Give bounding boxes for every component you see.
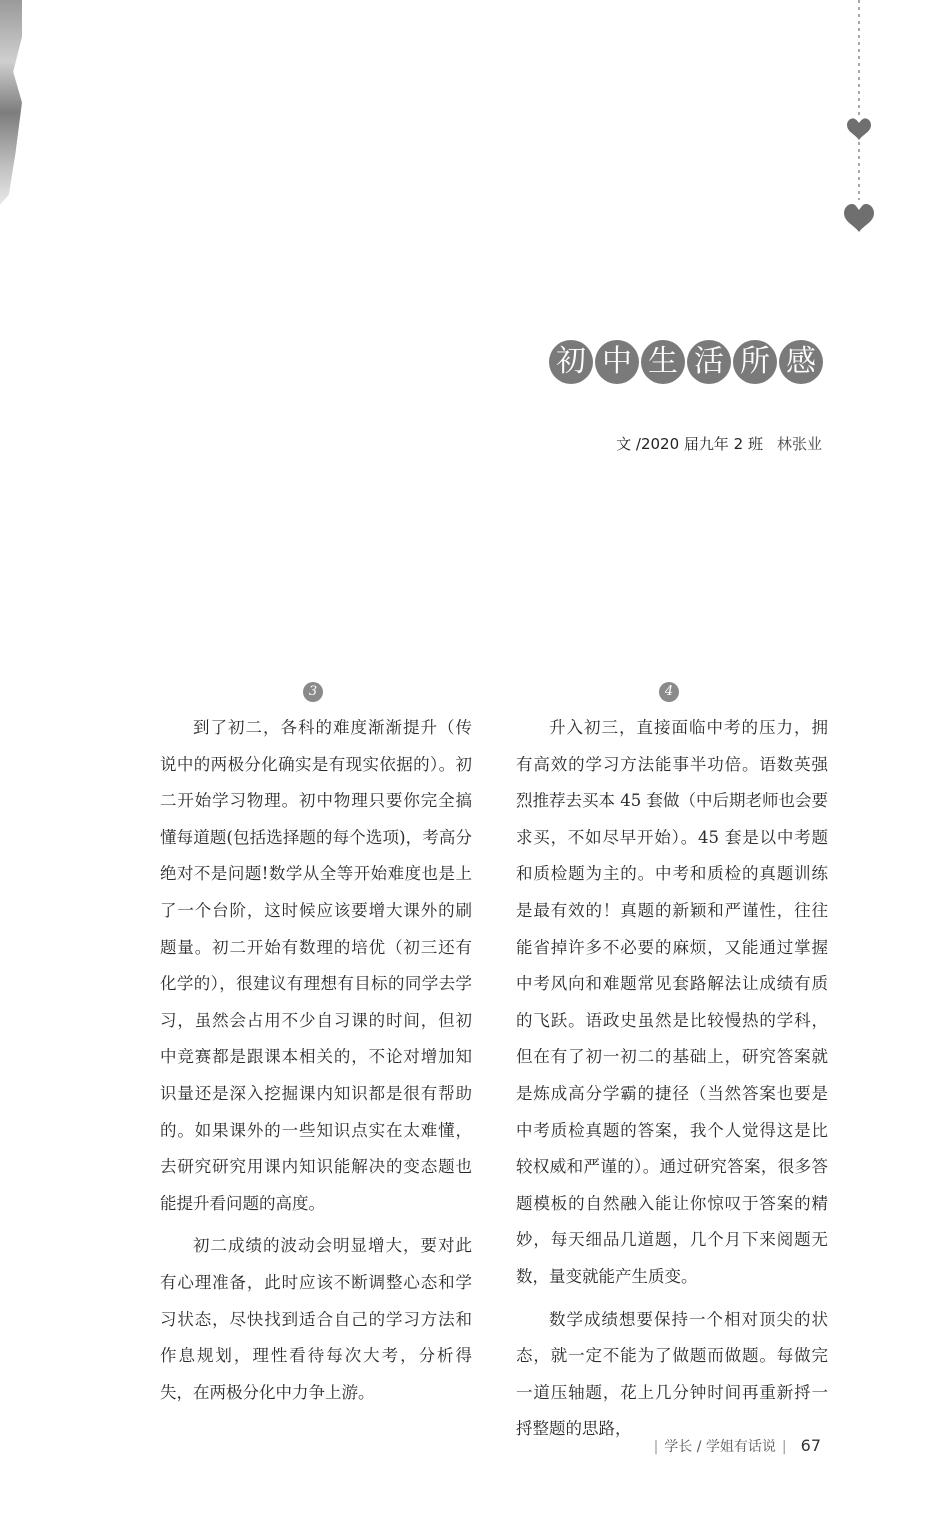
page-number: 67 bbox=[800, 1436, 821, 1455]
title-char: 感 bbox=[779, 340, 823, 384]
paragraph: 升入初三，直接面临中考的压力，拥有高效的学习方法能事半功倍。语数英强烈推荐去买本 45 套做（中后期老师也会要求买，不如尽早开始）。45 套是以中考题和质检题为主的。中考和质检的真题训练是最有效的！真题的新颖和严谨性，往往能省掉许多不必要的麻烦，又能通过掌握中考风向和难题常见套路解法让成绩有质的飞跃。语政史虽然是比较慢热的学科，但在有了初一初二的基础上，研究答案就是炼成高分学霸的捷径（当然答案也要是中考质检真题的答案，我个人觉得这是比较权威和严谨的）。通过研究答案，很多答题模板的自然融入能让你惊叹于答案的精妙，每天细品几道题，几个月下来阅题无数，量变就能产生质变。 bbox=[516, 718, 828, 1286]
corner-photo-fragment bbox=[0, 0, 22, 205]
section-number-badge: 4 bbox=[659, 682, 679, 702]
paragraph: 初二成绩的波动会明显增大，要对此有心理准备，此时应该不断调整心态和学习状态，尽快找到适合自己的学习方法和作息规划，理性看待每次大考，分析得失，在两极分化中力争上游。 bbox=[160, 1236, 472, 1402]
divider: | bbox=[781, 1439, 787, 1455]
heart-icon bbox=[847, 118, 871, 140]
byline-prefix: 文 /2020 届九年 2 班 bbox=[616, 435, 763, 453]
column-right bbox=[516, 710, 828, 1454]
title-char: 中 bbox=[595, 340, 639, 384]
section-number-badge: 3 bbox=[303, 682, 323, 702]
column-left bbox=[160, 710, 472, 1417]
divider: | bbox=[653, 1439, 659, 1455]
byline bbox=[616, 433, 822, 454]
title-char: 活 bbox=[687, 340, 731, 384]
article-title bbox=[549, 340, 823, 384]
hanging-hearts-decoration bbox=[835, 0, 885, 260]
title-char: 所 bbox=[733, 340, 777, 384]
byline-author: 林张业 bbox=[776, 435, 822, 453]
footer-section-label: 学长 / 学姐有话说 bbox=[664, 1439, 776, 1455]
title-char: 初 bbox=[549, 340, 593, 384]
page-footer bbox=[648, 1436, 821, 1456]
heart-icon bbox=[844, 204, 874, 232]
paragraph: 数学成绩想要保持一个相对顶尖的状态，就一定不能为了做题而做题。每做完一道压轴题，花上几分钟时间再重新捋一捋整题的思路， bbox=[516, 1309, 828, 1439]
title-char: 生 bbox=[641, 340, 685, 384]
paragraph: 到了初二，各科的难度渐渐提升（传说中的两极分化确实是有现实依据的）。初二开始学习物理。初中物理只要你完全搞懂每道题(包括选择题的每个选项)，考高分绝对不是问题!数学从全等开始难度也是上了一个台阶，这时候应该要增大课外的刷题量。初二开始有数理的培优（初三还有化学的），很建议有理想有目标的同学去学习，虽然会占用不少自习课的时间，但初中竞赛都是跟课本相关的，不论对增加知识量还是深入挖掘课内知识都是很有帮助的。如果课外的一些知识点实在太难懂，去研究研究用课内知识能解决的变态题也能提升看问题的高度。 bbox=[160, 718, 472, 1213]
